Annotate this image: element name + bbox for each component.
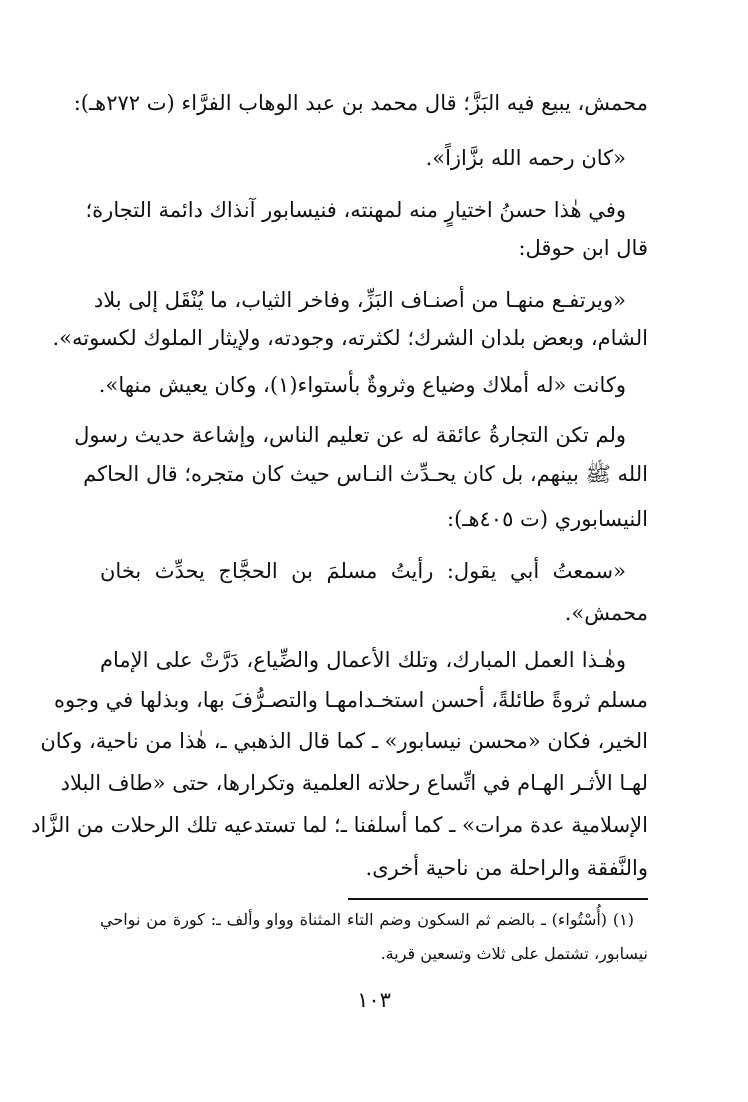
footnote-line: (١) (أُسْتُواء) ـ بالضم ثم السكون وضم التاء المثناة وواو وألف ـ: كورة من نواحي — [100, 910, 634, 929]
text-line: النيسابوري (ت ٤٠٥هـ): — [447, 507, 648, 531]
text-line: والنَّفقة والراحلة من ناحية أخرى. — [365, 856, 648, 880]
footnote-line: نيسابور، تشتمل على ثلاث وتسعين قرية. — [380, 944, 648, 963]
text-line: الله ﷺ بينهم، بل كان يحـدِّث النـاس حيث كان متجره؛ قال الحاكم — [83, 462, 648, 486]
text-line: لهـا الأثـر الهـام في اتِّساع رحلاته العلمية وتكرارها، حتى «طاف البلاد — [60, 771, 648, 795]
text-line: وفي هٰذا حسنُ اختيارٍ منه لمهنته، فنيسابور آنذاك دائمة التجارة؛ — [85, 198, 626, 222]
text-line: «ويرتفـع منهـا من أصنـاف البَزِّ، وفاخر الثياب، ما يُنْقَل إلى بلاد — [93, 288, 626, 312]
text-line: ولم تكن التجارةُ عائقة له عن تعليم الناس، وإشاعة حديث رسول — [74, 423, 626, 447]
text-line: الإسلامية عدة مرات» ـ كما أسلفنا ـ؛ لما تستدعيه تلك الرحلات من الزَّاد — [31, 813, 648, 837]
text-line: محمش، يبيع فيه البَزَّ؛ قال محمد بن عبد الوهاب الفرَّاء (ت ٢٧٢هـ): — [73, 91, 648, 115]
text-line: الشام، وبعض بلدان الشرك؛ لكثرته، وجودته، ولإيثار الملوك لكسوته». — [52, 326, 648, 350]
text-line: «سمعتُ أبي يقول: رأيتُ مسلمَ بن الحجَّاج يحدِّث بخان — [100, 559, 626, 583]
footnote-divider — [348, 898, 648, 900]
text-line: وهٰـذا العمل المبارك، وتلك الأعمال والضِّياع، دَرَّتْ على الإمام — [100, 648, 626, 672]
text-line: محمش». — [564, 601, 648, 625]
text-line: وكانت «له أملاك وضياع وثروةٌ بأستواء(١)، وكان يعيش منها». — [98, 373, 626, 397]
text-line: الخير، فكان «محسن نيسابور» ـ كما قال الذهبي ـ، هٰذا من ناحية، وكان — [40, 729, 648, 753]
text-line: قال ابن حوقل: — [518, 236, 648, 260]
text-line: مسلم ثروةً طائلةً، أحسن استخـدامهـا والتصـرُّفَ بها، وبذلها في وجوه — [54, 688, 648, 712]
page-number: ١٠٣ — [357, 988, 391, 1012]
text-line: «كان رحمه الله بزَّازاً». — [425, 146, 626, 170]
